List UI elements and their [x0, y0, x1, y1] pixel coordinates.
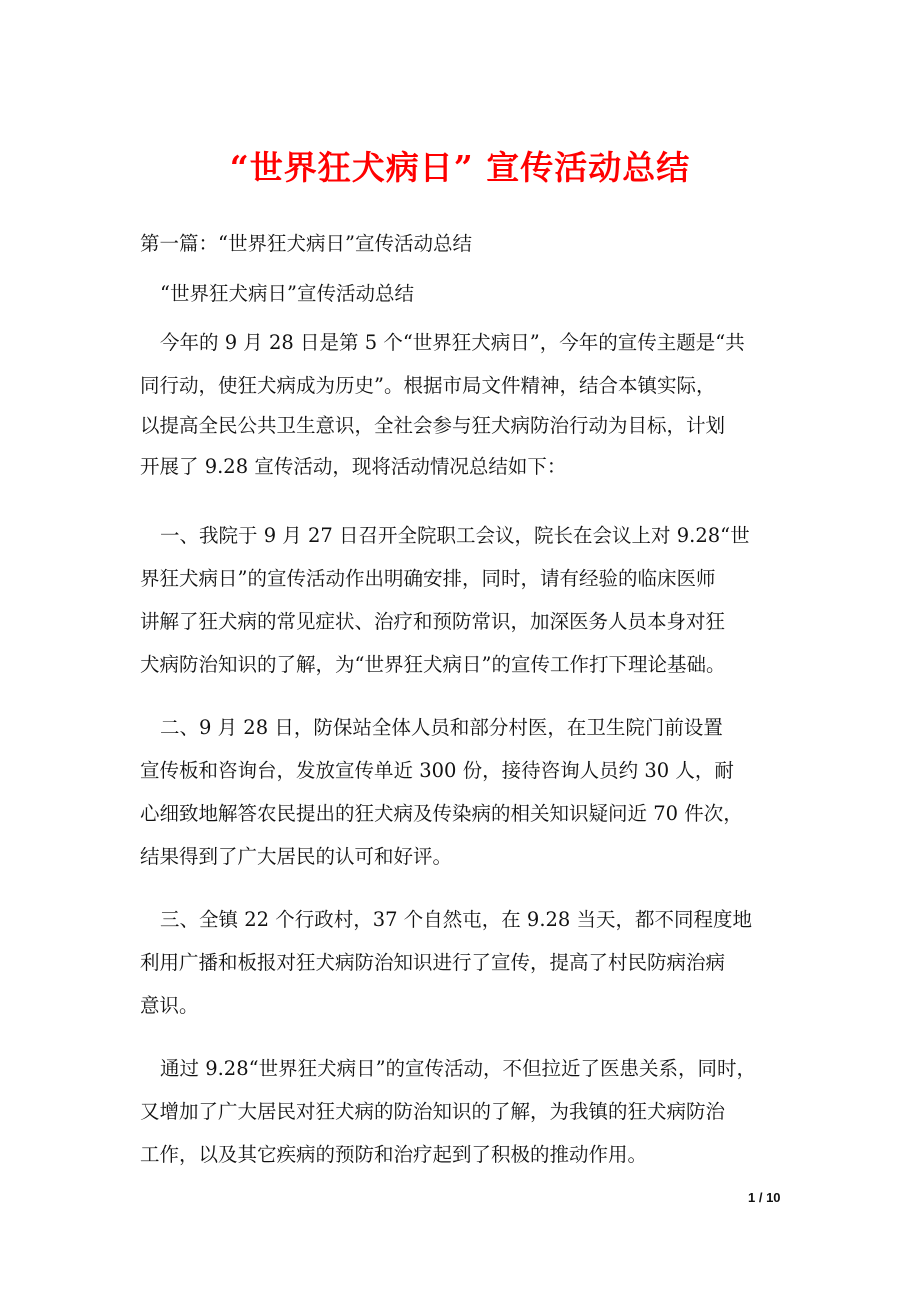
paragraph-line: 宣传板和咨询台，发放宣传单近 300 份，接待咨询人员约 30 人，耐 — [140, 759, 734, 782]
paragraph-line: 通过 9.28“世界狂犬病日”的宣传活动，不但拉近了医患关系，同时， — [160, 1057, 757, 1080]
page-number: 1 / 10 — [748, 1190, 781, 1205]
document-title: “世界狂犬病日” 宣传活动总结 — [229, 148, 691, 187]
paragraph-line: 意识。 — [140, 994, 199, 1017]
paragraph-line: 心细致地解答农民提出的狂犬病及传染病的相关知识疑问近 70 件次， — [140, 802, 743, 825]
paragraph-line: 结果得到了广大居民的认可和好评。 — [140, 845, 453, 868]
paragraph-line: 开展了 9.28 宣传活动，现将活动情况总结如下： — [140, 455, 567, 478]
paragraph-line: 又增加了广大居民对狂犬病的防治知识的了解，为我镇的狂犬病防治 — [140, 1100, 726, 1123]
paragraph-line: 界狂犬病日”的宣传活动作出明确安排，同时，请有经验的临床医师 — [140, 567, 716, 590]
paragraph-line: 工作，以及其它疾病的预防和治疗起到了积极的推动作用。 — [140, 1143, 648, 1166]
paragraph-line: 今年的 9 月 28 日是第 5 个“世界狂犬病日”，今年的宣传主题是“共 — [160, 331, 745, 354]
paragraph-line: 犬病防治知识的了解，为“世界狂犬病日”的宣传工作打下理论基础。 — [140, 653, 726, 676]
paragraph-line: 三、全镇 22 个行政村，37 个自然屯，在 9.28 当天，都不同程度地 — [160, 908, 753, 931]
paragraph-line: 讲解了狂犬病的常见症状、治疗和预防常识，加深医务人员本身对狂 — [140, 610, 726, 633]
section-heading: 第一篇：“世界狂犬病日”宣传活动总结 — [140, 232, 472, 255]
subheading: “世界狂犬病日”宣传活动总结 — [160, 282, 414, 305]
paragraph-line: 利用广播和板报对狂犬病防治知识进行了宣传，提高了村民防病治病 — [140, 951, 726, 974]
paragraph-line: 一、我院于 9 月 27 日召开全院职工会议，院长在会议上对 9.28“世 — [160, 524, 750, 547]
paragraph-line: 二、9 月 28 日，防保站全体人员和部分村医，在卫生院门前设置 — [160, 716, 723, 739]
paragraph-line: 同行动，使狂犬病成为历史”。根据市局文件精神，结合本镇实际， — [140, 374, 716, 397]
paragraph-line: 以提高全民公共卫生意识，全社会参与狂犬病防治行动为目标，计划 — [140, 414, 726, 437]
